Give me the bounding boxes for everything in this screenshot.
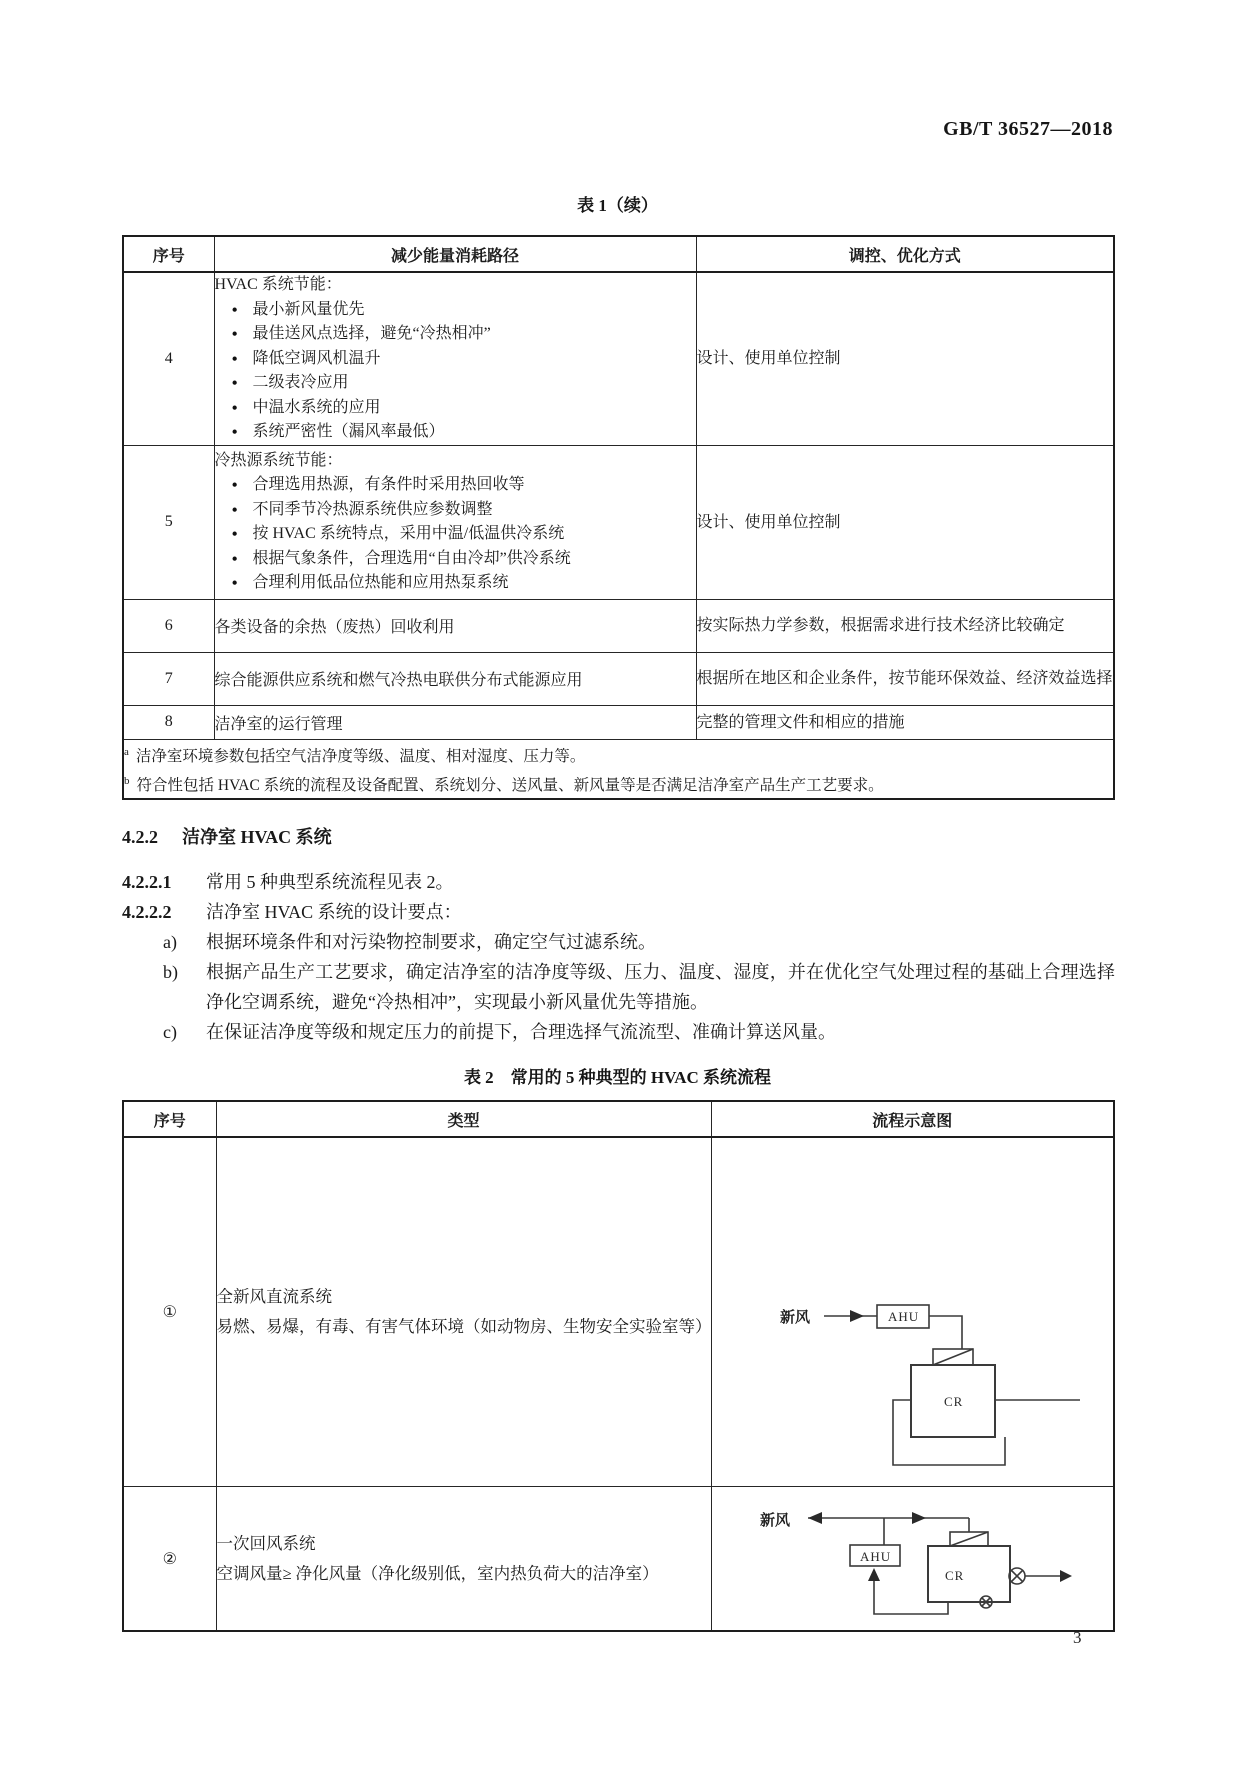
bullet-item: • 二级表冷应用 [232,371,696,396]
table-row [123,1137,1114,1487]
table1-title: 表 1（续） [577,196,658,215]
clause-title: 洁净室 HVAC 系统 [182,827,332,847]
list-item-a [163,927,1115,957]
row4-path [214,272,696,445]
footnote-a-marker: a [124,745,129,758]
table-row [123,1487,1114,1632]
bullet-item: • 合理选用热源，有条件时采用热回收等 [232,473,696,498]
table2-header-no: 序号 [123,1101,216,1137]
bullet-item: • 最小新风量优先 [232,298,696,323]
row8-method: 完整的管理文件和相应的措施 [696,705,1114,739]
row5-number: 5 [123,445,214,599]
row4-number: 4 [123,272,214,445]
return-duct [893,1400,1005,1465]
list-text: 在保证洁净度等级和规定压力的前提下，合理选择气流流型、准确计算送风量。 [206,1022,836,1042]
table1-footnotes [123,739,1114,799]
primary-return-air-system-diagram [712,1487,1113,1625]
row4-method: 设计、使用单位控制 [696,272,1114,445]
table1-header-path: 减少能量消耗路径 [214,236,696,272]
list-marker: a) [163,932,177,952]
clause-text: 洁净室 HVAC 系统的设计要点： [206,902,462,922]
list-item-c [163,1017,1115,1047]
list-text: 根据产品生产工艺要求，确定洁净室的洁净度等级、压力、温度、湿度，并在优化空气处理过程的基础上合理选择净化空调系统，避免“冷热相冲”，实现最小新风量优先等措施。 [206,962,1115,1012]
ahu-label: AHU [887,1309,919,1324]
flow-arrow-right-icon [850,1310,864,1322]
flow1-diagram [711,1137,1114,1487]
bullet-item: • 中温水系统的应用 [232,396,696,421]
bullet-item: • 合理利用低品位热能和应用热泵系统 [232,571,696,596]
clause-4-2-2-2 [122,898,462,924]
flow1-number: ① [123,1137,216,1487]
table2-title: 表 2 常用的 5 种典型的 HVAC 系统流程 [463,1068,772,1087]
flow-arrow-left-icon [808,1512,822,1524]
flow-arrow-right-icon [1060,1570,1072,1582]
table1-footnote-row [123,739,1114,799]
flow2-type-desc: 空调风量≥ 净化风量（净化级别低，室内热负荷大的洁净室） [216,1563,659,1583]
row5-bullet-list [215,473,696,596]
bullet-item: • 根据气象条件，合理选用“自由冷却”供冷系统 [232,547,696,572]
table-row [123,705,1114,739]
fresh-air-label: 新风 [779,1310,810,1326]
once-through-system-diagram [712,1138,1113,1481]
table2-header-row [123,1101,1114,1137]
list-item-b [163,957,1115,1017]
flow2-number: ② [123,1487,216,1632]
row7-path: 综合能源供应系统和燃气冷热电联供分布式能源应用 [214,652,696,705]
table-row [123,272,1114,445]
standard-number-header: GB/T 36527—2018 [943,118,1113,140]
row4-path-title: HVAC 系统节能： [214,276,342,293]
clause-text: 常用 5 种典型系统流程见表 2。 [206,872,454,892]
bullet-item: • 按 HVAC 系统特点，采用中温/低温供冷系统 [232,522,696,547]
row5-path-title: 冷热源系统节能： [214,451,343,469]
flow1-type-title: 全新风直流系统 [216,1287,332,1306]
row5-path [214,445,696,599]
table2-header-diagram: 流程示意图 [711,1101,1114,1137]
clause-number: 4.2.2.1 [122,872,172,892]
cleanroom-label: CR [944,1568,964,1583]
clause-number: 4.2.2.2 [122,902,172,922]
row8-number: 8 [123,705,214,739]
footnote-b [124,769,1113,798]
flow2-type-title: 一次回风系统 [216,1533,316,1553]
table-row [123,652,1114,705]
clause-4-2-2-1 [122,868,454,894]
table1-header-row [123,236,1114,272]
bullet-item: • 最佳送风点选择，避免“冷热相冲” [232,322,696,347]
table2-hvac-flows [122,1100,1115,1632]
list-text: 根据环境条件和对污染物控制要求，确定空气过滤系统。 [206,932,656,952]
fresh-air-label: 新风 [759,1513,790,1529]
row6-method: 按实际热力学参数，根据需求进行技术经济比较确定 [696,599,1114,652]
bullet-item: • 系统严密性（漏风率最低） [232,420,696,445]
clause-number: 4.2.2 [122,827,158,847]
footnote-b-marker: b [124,774,130,787]
table2-header-type: 类型 [216,1101,711,1137]
row6-path: 各类设备的余热（废热）回收利用 [214,599,696,652]
row7-number: 7 [123,652,214,705]
row8-path: 洁净室的运行管理 [214,705,696,739]
row6-number: 6 [123,599,214,652]
flow1-type [216,1137,711,1487]
table-row [123,445,1114,599]
row5-method: 设计、使用单位控制 [696,445,1114,599]
section-4-2-2-heading [122,823,332,849]
return-duct [874,1571,948,1614]
footnote-a [124,740,1113,769]
cleanroom-box [928,1546,1010,1602]
list-marker: c) [163,1022,177,1042]
cleanroom-label: CR [943,1394,963,1409]
bullet-item: • 不同季节冷热源系统供应参数调整 [232,498,696,523]
footnote-b-text: 符合性包括 HVAC 系统的流程及设备配置、系统划分、送风量、新风量等是否满足洁净室产品生产工艺要求。 [136,776,884,794]
ahu-label: AHU [859,1549,891,1564]
flow-arrow-up-icon [868,1568,880,1581]
row7-method: 根据所在地区和企业条件，按节能环保效益、经济效益选择 [696,652,1114,705]
list-marker: b) [163,962,178,982]
bullet-item: • 降低空调风机温升 [232,347,696,372]
table1-header-no: 序号 [123,236,214,272]
flow2-diagram [711,1487,1114,1632]
table1-header-method: 调控、优化方式 [696,236,1114,272]
flow-arrow-right-icon [912,1512,926,1524]
table1-energy-paths [122,235,1115,800]
page-number: 3 [1073,1628,1082,1647]
flow2-type [216,1487,711,1632]
flow1-type-desc: 易燃、易爆，有毒、有害气体环境（如动物房、生物安全实验室等） [216,1317,712,1336]
table-row [123,599,1114,652]
row4-bullet-list [215,298,696,445]
footnote-a-text: 洁净室环境参数包括空气洁净度等级、温度、相对湿度、压力等。 [135,747,586,765]
